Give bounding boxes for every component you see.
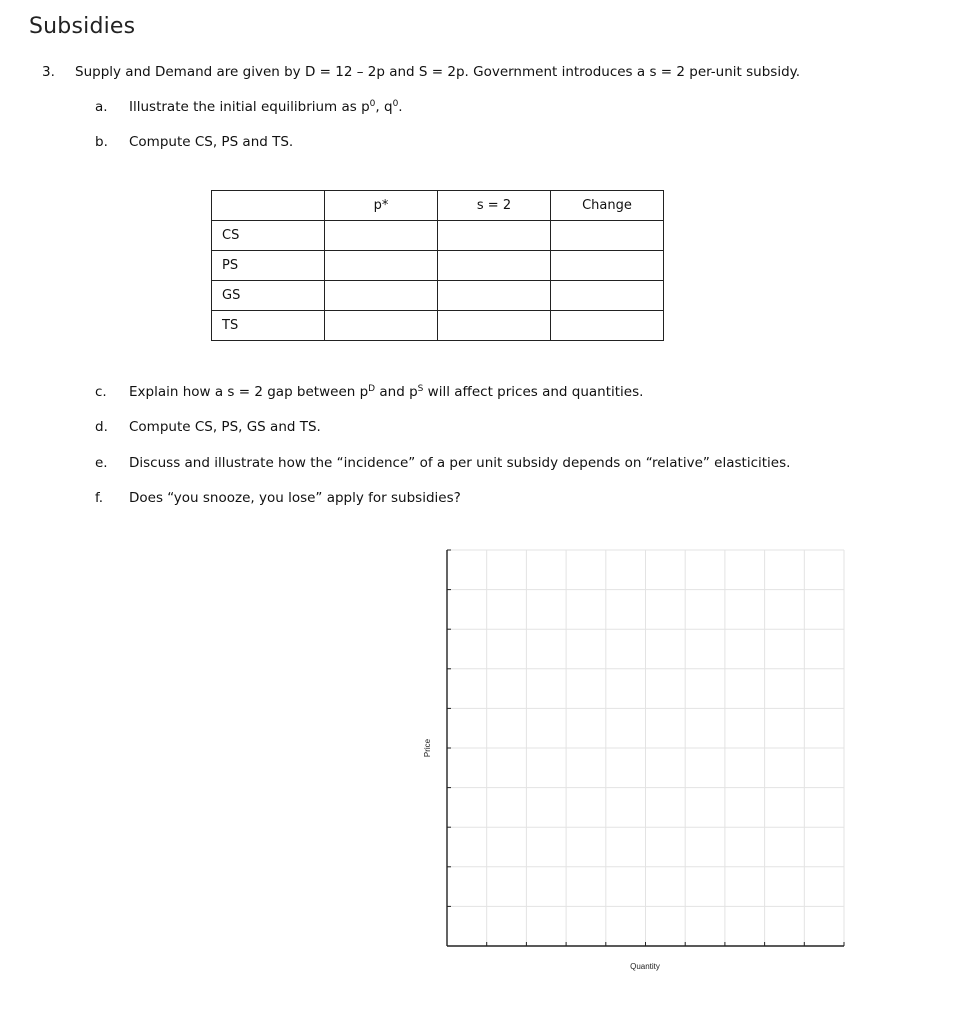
part-text: Explain how a s = 2 gap between $p^D$ and $p^S$ will affect prices and quantities. bbox=[129, 384, 644, 400]
part-a bbox=[95, 99, 895, 117]
table-cell[interactable] bbox=[551, 311, 664, 341]
table-header-cell: p* bbox=[325, 191, 438, 221]
table-row bbox=[212, 311, 664, 341]
x-axis-label: Quantity bbox=[630, 962, 660, 971]
page-title: Subsidies bbox=[29, 14, 136, 39]
table-header-cell bbox=[212, 191, 325, 221]
table-cell[interactable] bbox=[325, 311, 438, 341]
table-row bbox=[212, 251, 664, 281]
part-b bbox=[95, 134, 895, 152]
part-letter: f. bbox=[95, 490, 104, 506]
question-3 bbox=[42, 64, 942, 82]
table-cell[interactable] bbox=[438, 251, 551, 281]
table-row bbox=[212, 281, 664, 311]
table-cell[interactable] bbox=[325, 281, 438, 311]
part-text: Discuss and illustrate how the “incidence” of a per unit subsidy depends on “relative” elasticities. bbox=[129, 455, 791, 471]
table-cell[interactable] bbox=[325, 251, 438, 281]
grid-lines bbox=[447, 550, 844, 946]
table-row bbox=[212, 221, 664, 251]
table-cell[interactable] bbox=[438, 221, 551, 251]
part-letter: c. bbox=[95, 384, 107, 400]
table-row-label: TS bbox=[212, 311, 325, 341]
table-cell[interactable] bbox=[325, 221, 438, 251]
part-text: Compute CS, PS, GS and TS. bbox=[129, 419, 321, 435]
y-axis-label: Price bbox=[423, 738, 432, 758]
part-letter: e. bbox=[95, 455, 108, 471]
part-text: Compute CS, PS and TS. bbox=[129, 134, 294, 150]
table-row-label: PS bbox=[212, 251, 325, 281]
question-number: 3. bbox=[42, 64, 55, 80]
part-letter: d. bbox=[95, 419, 108, 435]
part-e bbox=[95, 455, 935, 473]
part-letter: a. bbox=[95, 99, 108, 115]
part-f bbox=[95, 490, 915, 508]
table-row-label: GS bbox=[212, 281, 325, 311]
table-cell[interactable] bbox=[438, 281, 551, 311]
part-text: Illustrate the initial equilibrium as $p^0$, $q^0$. bbox=[129, 99, 403, 115]
table-header-cell: s = 2 bbox=[438, 191, 551, 221]
graph-svg bbox=[380, 540, 860, 990]
blank-graph bbox=[380, 540, 860, 990]
table-cell[interactable] bbox=[551, 221, 664, 251]
table-header-cell: Change bbox=[551, 191, 664, 221]
part-c bbox=[95, 384, 915, 402]
part-letter: b. bbox=[95, 134, 108, 150]
table-cell[interactable] bbox=[438, 311, 551, 341]
question-text: Supply and Demand are given by D = 12 – 2p and S = 2p. Government introduces a s = 2 per-unit subsidy. bbox=[75, 64, 800, 80]
part-text: Does “you snooze, you lose” apply for subsidies? bbox=[129, 490, 461, 506]
table-cell[interactable] bbox=[551, 281, 664, 311]
surplus-table bbox=[211, 190, 664, 341]
part-d bbox=[95, 419, 915, 437]
table-row-label: CS bbox=[212, 221, 325, 251]
table-header-row bbox=[212, 191, 664, 221]
table-cell[interactable] bbox=[551, 251, 664, 281]
